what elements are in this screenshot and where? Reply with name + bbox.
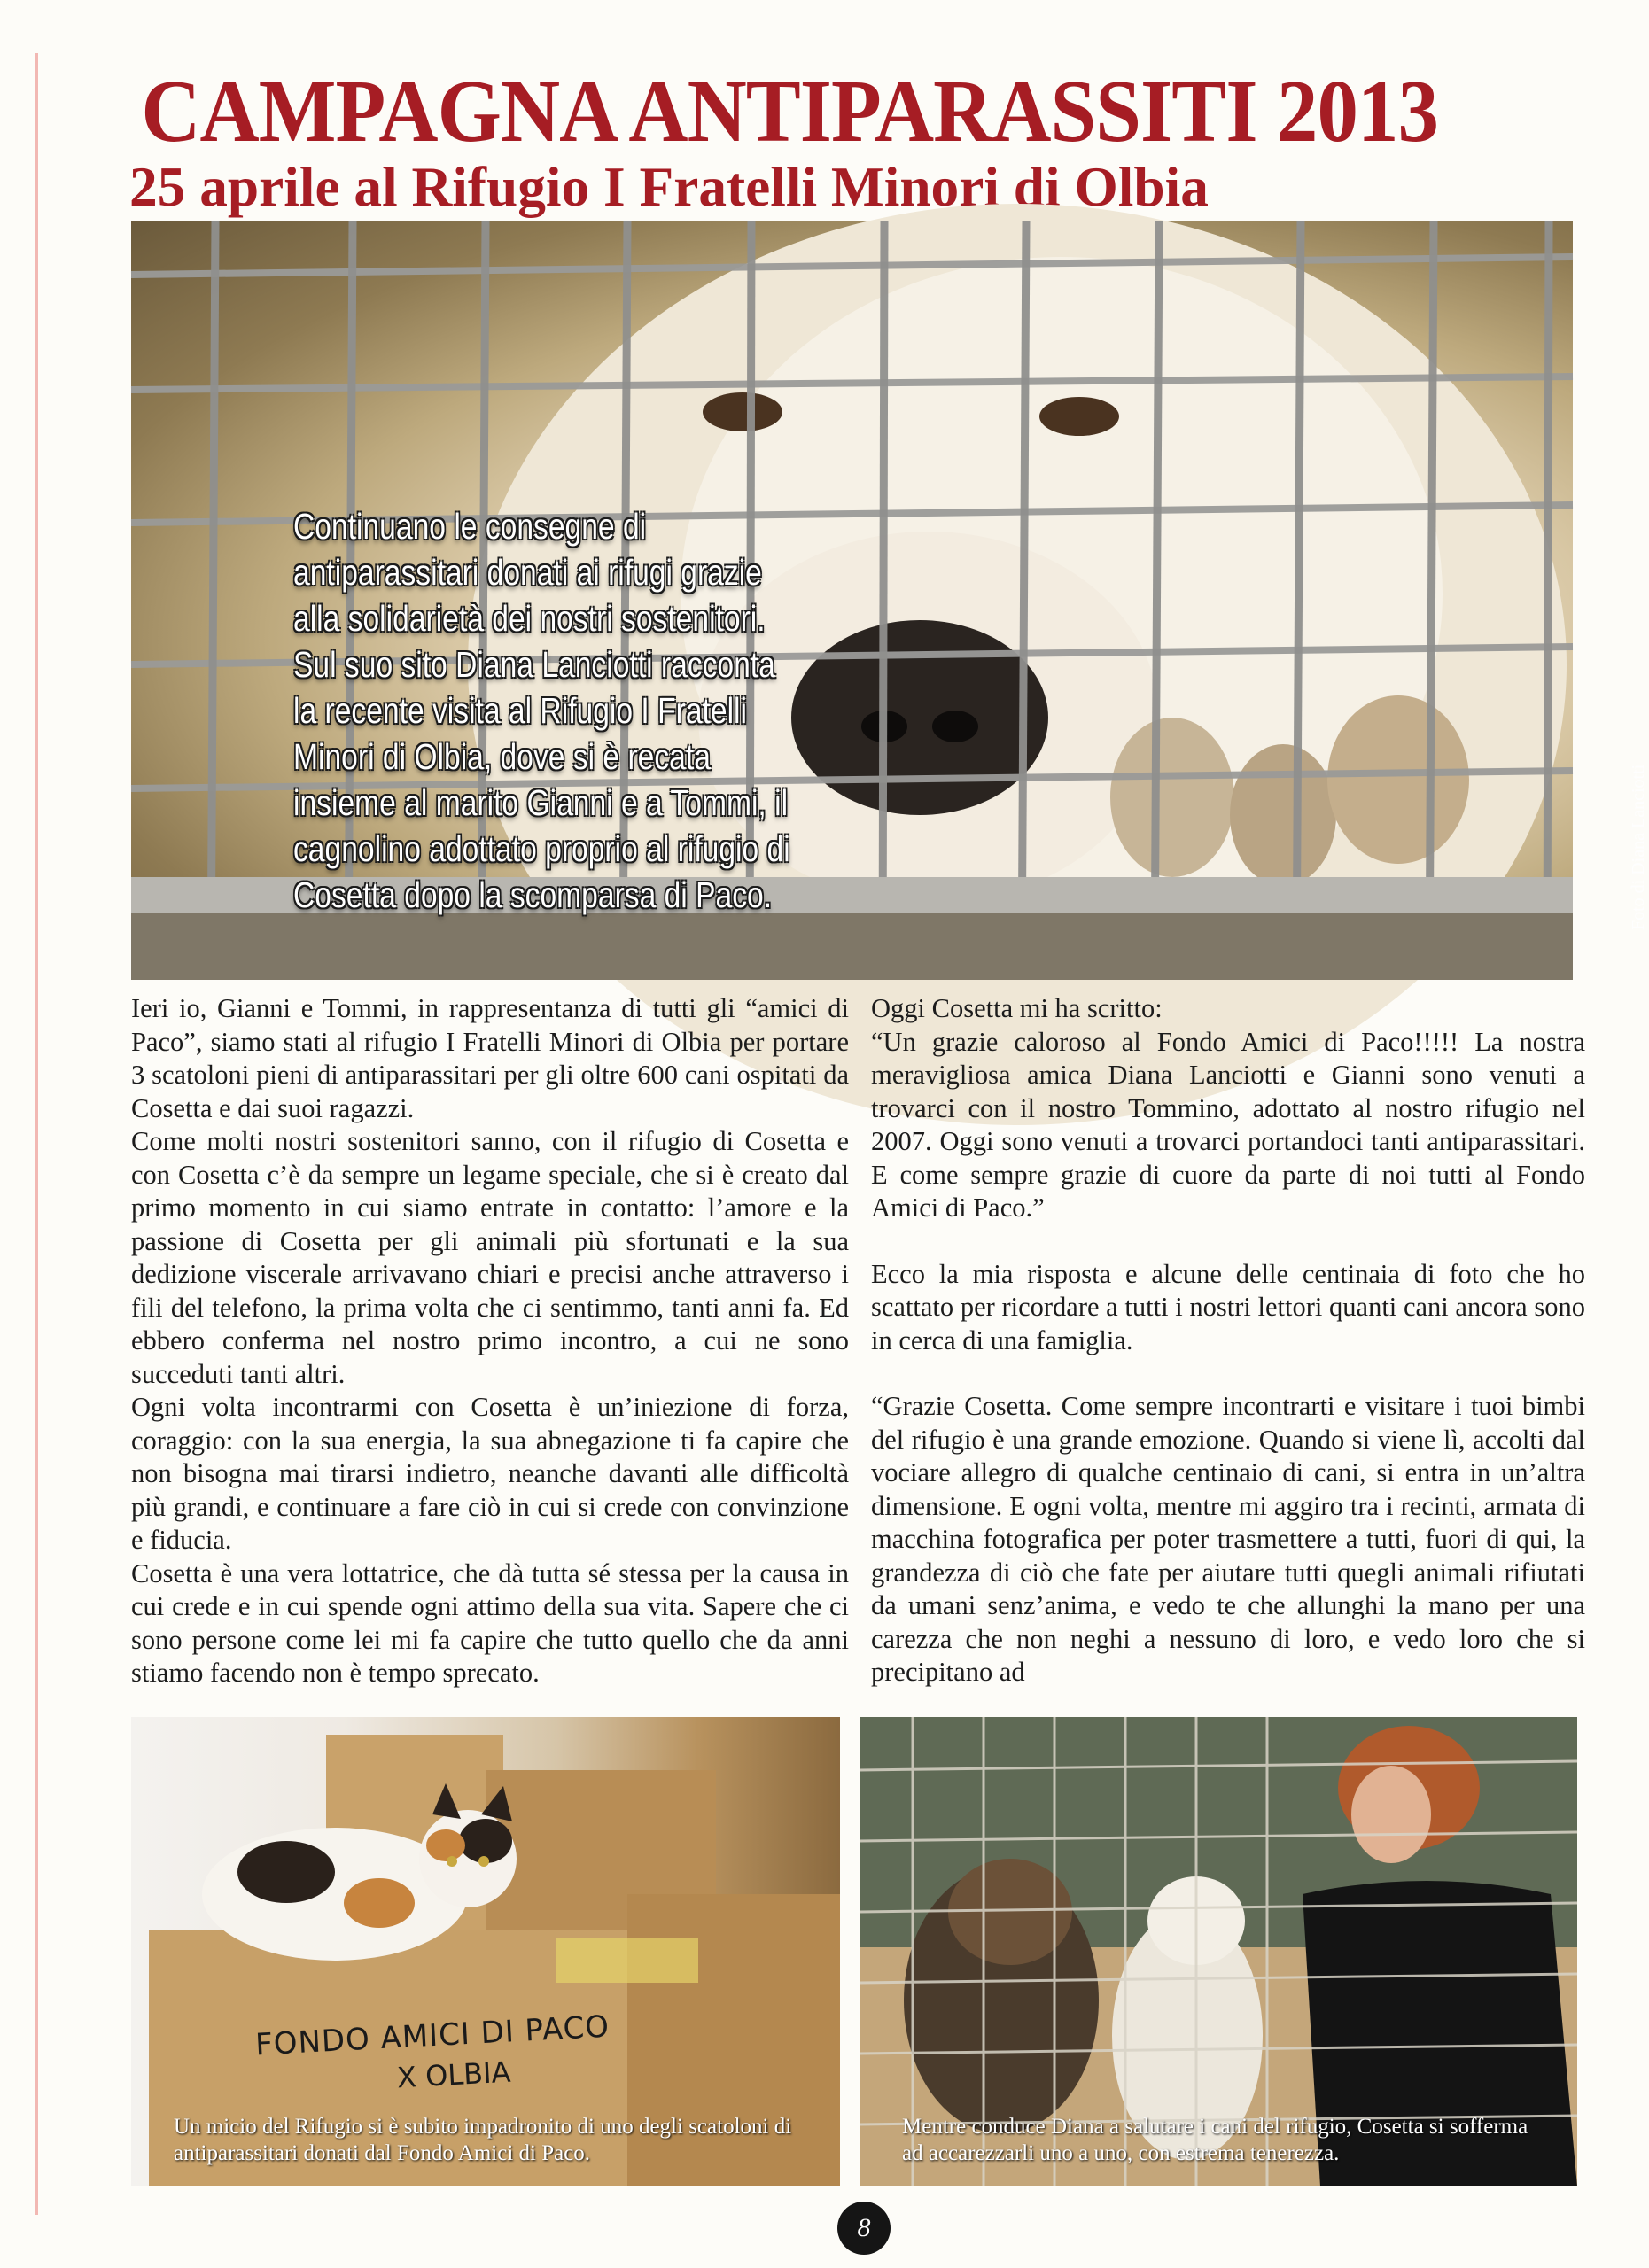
page-margin-rule bbox=[35, 53, 38, 2215]
quote: “Un grazie caloroso al Fondo Amici di Paco!!!!! La nostra meravigliosa amica Diana Lanciotti e Gianni sono venuti a trovarci con il nostro Tommino, adottato al nostro rifugio nel 2007. Oggi sono venuti a trovarci portandoci tanti antiparassitari. E come sempre grazie di cuore da parte di noi tutti al Fondo Amici di Paco.” bbox=[871, 1026, 1585, 1223]
paragraph: “Grazie Cosetta. Come sempre incontrarti e visitare i tuoi bimbi del rifugio è una grande emozione. Quando si viene lì, accolti dal vociare allegro di qualche centinaio di cani, si entra in un’altra dimensione. E ogni volta, mentre mi aggiro tra i recinti, armata di macchina fotografica per poter trasmettere a tutti, fuori di qui, la grandezza di ciò che fate per aiutare tutti quegli animali rifiutati da umani senz’anima, e vedo te che allunghi la mano per una carezza che non neghi a nessuno di loro, e vedo loro che si precipitano ad bbox=[871, 1391, 1585, 1687]
box-marker-text-1: FONDO AMICI DI PACO bbox=[254, 2008, 611, 2063]
headline: CAMPAGNA ANTIPARASSITI 2013 bbox=[141, 61, 1439, 160]
paragraph: Ecco la mia risposta e alcune delle centinaia di foto che ho scattato per ricordare a tutti i nostri lettori quanti cani ancora sono in cerca di una famiglia. bbox=[871, 1258, 1585, 1355]
article-column-right bbox=[871, 992, 1585, 1689]
paragraph: Cosetta è una vera lottatrice, che dà tutta sé stessa per la causa in cui crede e in cui spende ogni attimo della sua vita. Sapere che ci sono persone come lei mi fa capire che tutto quello che da anni stiamo facendo non è tempo sprecato. bbox=[131, 1557, 849, 1688]
subheadline: 25 aprile al Rifugio I Fratelli Minori di Olbia bbox=[129, 155, 1209, 218]
photo-credit: Foto di Diana Lanciotti bbox=[1629, 764, 1648, 930]
photo-woman-with-dogs bbox=[860, 1717, 1577, 2186]
article-column-left bbox=[131, 992, 849, 1690]
paragraph: Ogni volta incontrarmi con Cosetta è un’iniezione di forza, coraggio: con la sua energia, la sua abnegazione ti fa capire che non bisogna mai tirarsi indietro, neanche davanti alle difficoltà più grandi, e continuare a fare ciò in cui si crede con convinzione e fiducia. bbox=[131, 1392, 849, 1555]
paragraph: Come molti nostri sostenitori sanno, con il rifugio di Cosetta e con Cosetta c’è da sempre un legame speciale, che si è creato dal primo momento in cui siamo entrate in contatto: l’amore e la passione di Cosetta per gli animali più sfortunati e la sua dedizione viscerale arrivavano chiari e precisi anche attraverso i fili del telefono, la prima volta che ci sentimmo, tanti anni fa. Ed ebbero conferma nel nostro primo incontro, a cui ne sono succeduti tanti altri. bbox=[131, 1126, 849, 1389]
box-marker-text-2: X OLBIA bbox=[396, 2054, 512, 2095]
paragraph: Oggi Cosetta mi ha scritto: bbox=[871, 993, 1163, 1023]
intro-text: Continuano le consegne di antiparassitari donati ai rifugi grazie alla solidarietà dei nostri sostenitori. Sul suo sito Diana Lanciotti racconta la recente visita al Rifugio I Fratelli Minori di Olbia, dove si è recata insieme al marito Gianni e a Tommi, il cagnolino adottato proprio al rifugio di Cosetta dopo la scomparsa di Paco. bbox=[293, 506, 790, 915]
page-number: 8 bbox=[837, 2202, 891, 2255]
paragraph: Ieri io, Gianni e Tommi, in rappresentanza di tutti gli “amici di Paco”, siamo stati al rifugio I Fratelli Minori di Olbia per portare 3 scatoloni pieni di antiparassitari per gli oltre 600 cani ospitati da Cosetta e dai suoi ragazzi. bbox=[131, 993, 849, 1123]
hero-photo-dog bbox=[131, 221, 1648, 980]
caption-cat: Un micio del Rifugio si è subito impadronito di uno degli scatoloni di antiparassitari donati dal Fondo Amici di Paco. bbox=[174, 2115, 792, 2165]
photo-cat-on-boxes bbox=[131, 1717, 840, 2186]
caption-dogs: Mentre conduce Diana a salutare i cani del rifugio, Cosetta si sofferma ad accarezzarli uno a uno, con estrema tenerezza. bbox=[902, 2115, 1528, 2165]
